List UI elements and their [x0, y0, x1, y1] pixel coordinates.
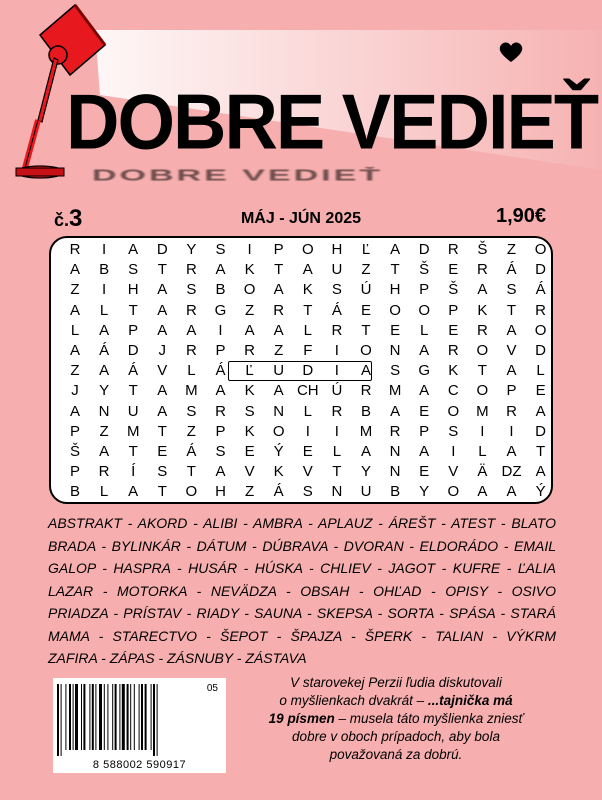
barcode-bar — [112, 684, 113, 750]
grid-cell: O — [243, 281, 256, 299]
grid-cell: M — [476, 402, 489, 420]
grid-cell: V — [506, 342, 517, 359]
grid-cell: T — [390, 261, 400, 279]
barcode-bar — [65, 684, 66, 750]
barcode-bar — [73, 684, 74, 750]
grid-cell: Ä — [477, 463, 488, 481]
grid-cell: I — [334, 362, 339, 380]
grid-cell: A — [419, 443, 430, 460]
grid-cell: A — [273, 281, 284, 299]
barcode-bar — [61, 684, 62, 756]
grid-cell: C — [447, 382, 459, 400]
grid-cell: P — [419, 422, 430, 440]
grid-cell: T — [157, 261, 167, 279]
grid-cell: Á — [215, 362, 226, 380]
grid-cell: P — [448, 301, 459, 319]
grid-cell: T — [332, 463, 342, 481]
grid-cell: R — [331, 321, 343, 339]
barcode-bar — [107, 684, 108, 750]
grid-cell: J — [158, 342, 167, 359]
grid-cell: Á — [506, 261, 517, 279]
grid-cell: R — [98, 463, 110, 481]
grid-cell: J — [71, 382, 79, 400]
grid-cell: S — [215, 241, 226, 258]
word-list-line: LAZAR - MOTORKA - NEVÄDZA - OBSAH - OHĽAD - OPISY - OSIVO — [48, 582, 556, 599]
grid-cell: Á — [273, 483, 284, 501]
grid-cell: E — [448, 321, 459, 339]
grid-cell: U — [360, 483, 372, 501]
grid-cell: A — [273, 382, 284, 400]
grid-cell: L — [303, 402, 312, 420]
barcode-bar — [130, 684, 131, 750]
grid-cell: A — [273, 321, 284, 339]
grid-cell: N — [273, 402, 285, 420]
grid-cell: K — [477, 301, 488, 319]
word-list-line: BRADA - BYLINKÁR - DÁTUM - DÚBRAVA - DVORAN - ELDORÁDO - EMAIL — [48, 537, 556, 554]
barcode-number: 8 588002 590917 — [92, 759, 187, 771]
grid-cell: S — [215, 443, 226, 460]
grid-cell: A — [99, 321, 110, 339]
grid-cell: Z — [99, 422, 109, 440]
grid-cell: O — [360, 342, 372, 359]
grid-cell: O — [418, 301, 431, 319]
clue-line: považovaná za dobrú. — [329, 747, 463, 762]
grid-cell: A — [157, 402, 168, 420]
grid-cell: A — [69, 402, 80, 420]
grid-cell: R — [476, 321, 488, 339]
grid-cell: Z — [361, 261, 371, 279]
grid-cell: O — [447, 483, 460, 501]
barcode-bar — [151, 684, 152, 750]
grid-cell: Z — [70, 281, 80, 299]
grid-cell: K — [244, 261, 255, 279]
barcode-bar — [75, 684, 78, 750]
grid-cell: A — [390, 402, 401, 420]
issue-prefix: č. — [54, 210, 70, 230]
grid-cell: B — [360, 402, 371, 420]
grid-cell: A — [535, 402, 546, 420]
grid-cell: V — [302, 463, 313, 481]
barcode-bar — [57, 684, 59, 756]
grid-cell: U — [273, 362, 285, 380]
grid-cell: A — [506, 321, 517, 339]
grid-cell: P — [215, 342, 226, 359]
grid-cell: A — [157, 301, 168, 319]
barcode-bar — [81, 684, 82, 750]
grid-cell: E — [244, 443, 255, 460]
grid-cell: Á — [535, 281, 546, 299]
grid-cell: N — [389, 463, 401, 481]
grid-cell: K — [448, 362, 459, 380]
grid-cell: S — [331, 281, 342, 299]
grid-cell: S — [128, 261, 139, 279]
clue-line — [240, 710, 552, 728]
grid-cell: K — [273, 463, 284, 481]
clue-bold: 19 písmen — [268, 711, 335, 726]
grid-cell: A — [360, 362, 371, 380]
grid-cell: M — [126, 422, 140, 440]
grid-cell: A — [215, 261, 226, 279]
word-list-line: PRIADZA - PRÍSTAV - RIADY - SAUNA - SKEPSA - SORTA - SPÁSA - STARÁ — [48, 605, 556, 621]
grid-cell: Y — [419, 483, 430, 501]
grid-cell: N — [389, 443, 401, 460]
grid-cell: O — [476, 342, 489, 359]
grid-cell: O — [389, 301, 401, 319]
grid-cell: O — [447, 402, 460, 420]
grid-cell: E — [390, 321, 401, 339]
barcode-bar — [115, 684, 117, 750]
grid-cell: Ľ — [361, 241, 371, 258]
grid-cell: O — [534, 321, 547, 339]
grid-cell: S — [506, 281, 517, 299]
grid-cell: P — [506, 382, 517, 400]
puzzle-clue — [240, 674, 552, 764]
grid-cell: T — [157, 422, 167, 440]
grid-cell: Z — [506, 241, 517, 258]
grid-cell: Z — [186, 422, 196, 440]
grid-cell: T — [361, 321, 371, 339]
grid-cell: Š — [448, 281, 459, 299]
grid-cell: D — [302, 362, 314, 380]
clue-bold: ...tajnička má — [427, 693, 513, 708]
grid-cell: D — [156, 241, 168, 258]
grid-cell: A — [535, 463, 546, 481]
barcode-bar — [89, 684, 90, 750]
grid-cell: V — [448, 463, 459, 481]
grid-cell: Z — [245, 483, 255, 501]
grid-cell: E — [419, 402, 430, 420]
grid-cell: A — [157, 321, 168, 339]
barcode-bar — [83, 684, 85, 750]
grid-cell: S — [390, 362, 401, 380]
barcode-bar — [99, 684, 102, 750]
grid-cell: Ý — [535, 483, 546, 501]
issue-value: 3 — [69, 205, 83, 232]
grid-cell: I — [480, 422, 485, 440]
grid-cell: T — [157, 483, 167, 501]
grid-cell: S — [157, 463, 168, 481]
grid-cell: A — [128, 241, 139, 258]
grid-cell: U — [127, 402, 139, 420]
grid-cell: I — [102, 281, 107, 299]
grid-cell: V — [157, 362, 168, 380]
grid-cell: Á — [128, 362, 139, 380]
grid-cell: V — [244, 463, 255, 481]
grid-cell: Ú — [331, 382, 343, 400]
grid-cell: Ú — [360, 281, 372, 299]
grid-cell: Y — [360, 463, 371, 481]
grid-cell: Z — [245, 301, 255, 319]
clue-line — [240, 692, 552, 710]
grid-cell: T — [536, 443, 546, 460]
grid-cell: A — [506, 362, 517, 380]
grid-cell: A — [157, 281, 168, 299]
grid-cell: B — [215, 281, 226, 299]
grid-cell: I — [218, 321, 223, 339]
grid-cell: P — [273, 241, 284, 258]
barcode — [53, 678, 226, 773]
grid-cell: P — [128, 321, 139, 339]
grid-cell: O — [185, 483, 198, 501]
grid-cell: Y — [186, 241, 197, 258]
grid-cell: G — [214, 301, 227, 319]
word-list — [48, 512, 556, 670]
grid-cell: Y — [99, 382, 110, 400]
grid-cell: T — [128, 301, 138, 319]
grid-cell: B — [390, 483, 401, 501]
grid-cell: D — [418, 241, 430, 258]
word-list-line: ABSTRAKT - AKORD - ALIBI - AMBRA - APLAUZ - ÁREŠT - ATEST - BLATO — [48, 515, 556, 531]
word-list-line: ZAFIRA - ZÁPAS - ZÁSNUBY - ZÁSTAVA — [48, 650, 307, 666]
grid-cell: A — [69, 261, 80, 279]
grid-cell: L — [478, 443, 487, 460]
grid-cell: R — [506, 402, 517, 420]
grid-cell: Z — [70, 362, 80, 380]
grid-cell: A — [99, 362, 110, 380]
grid-cell: E — [419, 463, 430, 481]
grid-cell: H — [215, 483, 226, 501]
title-reflection: DOBRE VEDIEŤ — [92, 167, 384, 185]
grid-cell: I — [334, 342, 339, 359]
grid-cell: R — [331, 402, 343, 420]
grid-cell: T — [303, 301, 313, 319]
grid-cell: K — [302, 281, 313, 299]
grid-cell: R — [185, 261, 197, 279]
clue-text: – musela táto myšlienka zniesť — [334, 711, 524, 726]
grid-cell: I — [334, 422, 339, 440]
grid-cell: N — [389, 342, 401, 359]
grid-cell: DZ — [501, 463, 522, 481]
grid-cell: R — [244, 342, 256, 359]
grid-cell: E — [448, 261, 459, 279]
highlighted-word-box — [228, 361, 372, 381]
barcode-bar — [92, 684, 94, 750]
grid-cell: S — [186, 281, 197, 299]
grid-cell: Z — [274, 342, 284, 359]
grid-cell: Ľ — [245, 362, 254, 380]
grid-cell: D — [127, 342, 139, 359]
barcode-issue-code: 05 — [206, 683, 218, 694]
grid-cell: R — [273, 301, 285, 319]
grid-cell: D — [535, 422, 547, 440]
word-list-line: GALOP - HASPRA - HUSÁR - HÚSKA - CHLIEV - JAGOT - KUFRE - ĽALIA — [48, 560, 556, 576]
grid-cell: R — [360, 382, 372, 400]
grid-cell: A — [186, 321, 197, 339]
grid-cell: Š — [69, 443, 80, 460]
grid-cell: R — [185, 342, 197, 359]
grid-cell: A — [215, 382, 226, 400]
grid-cell: Š — [477, 241, 488, 258]
grid-cell: S — [448, 422, 459, 440]
grid-cell: N — [331, 483, 343, 501]
grid-cell: R — [447, 342, 459, 359]
grid-cell: O — [301, 241, 314, 258]
barcode-bar — [104, 684, 105, 750]
grid-cell: A — [215, 463, 226, 481]
grid-cell: Á — [99, 342, 110, 359]
grid-cell: T — [186, 463, 196, 481]
barcode-bar — [139, 684, 140, 750]
grid-cell: H — [127, 281, 139, 299]
grid-cell: L — [187, 362, 196, 380]
grid-cell: A — [477, 281, 488, 299]
grid-cell: A — [69, 301, 80, 319]
grid-cell: A — [360, 443, 371, 460]
grid-cell: L — [99, 301, 109, 319]
barcode-bar — [153, 684, 155, 756]
grid-cell: T — [274, 261, 284, 279]
clue-line: V starovekej Perzii ľudia diskutovali — [290, 675, 502, 690]
grid-cell: A — [419, 342, 430, 359]
grid-cell: R — [535, 301, 547, 319]
grid-cell: H — [331, 241, 343, 258]
grid-cell: S — [244, 402, 255, 420]
grid-cell: M — [359, 422, 373, 440]
barcode-bar — [134, 684, 135, 750]
issue-date: MÁJ - JÚN 2025 — [240, 210, 362, 227]
grid-cell: D — [535, 261, 547, 279]
word-list-line: MAMA - STARECTVO - ŠEPOT - ŠPAJZA - ŠPERK - TALIAN - VÝKRM — [48, 627, 556, 644]
grid-cell: I — [451, 443, 456, 460]
grid-cell: R — [389, 422, 401, 440]
grid-cell: A — [506, 483, 517, 501]
barcode-bar — [122, 684, 125, 750]
grid-cell: E — [302, 443, 313, 460]
grid-cell: L — [332, 443, 342, 460]
grid-cell: K — [244, 382, 255, 400]
grid-cell: Š — [419, 261, 430, 279]
grid-cell: A — [302, 261, 313, 279]
grid-cell: D — [535, 342, 547, 359]
barcode-bar — [119, 684, 120, 750]
grid-cell: T — [128, 443, 138, 460]
grid-cell: A — [128, 483, 139, 501]
barcode-bar — [141, 684, 143, 750]
grid-cell: A — [506, 443, 517, 460]
grid-cell: L — [536, 362, 545, 380]
heart-icon — [498, 40, 524, 64]
grid-cell: Ý — [273, 443, 284, 460]
grid-cell: A — [99, 443, 110, 460]
grid-cell: H — [389, 281, 401, 299]
grid-cell: L — [420, 321, 429, 339]
grid-cell: T — [506, 301, 517, 319]
grid-cell: P — [419, 281, 430, 299]
grid-cell: N — [98, 402, 110, 420]
clue-text: o myšlienkach dvakrát – — [279, 693, 428, 708]
grid-cell: M — [185, 382, 198, 400]
grid-cell: O — [534, 241, 547, 258]
grid-cell: A — [390, 241, 401, 258]
price: 1,90€ — [496, 205, 547, 227]
grid-cell: A — [244, 321, 255, 339]
grid-cell: A — [69, 342, 80, 359]
barcode-bar — [145, 684, 147, 750]
barcode-bar — [69, 684, 71, 750]
grid-cell: S — [186, 402, 197, 420]
grid-cell: L — [303, 321, 312, 339]
grid-cell: I — [247, 241, 252, 258]
barcode-bar — [95, 684, 96, 750]
grid-cell: Í — [131, 463, 136, 481]
grid-cell: L — [70, 321, 80, 339]
grid-cell: G — [418, 362, 431, 380]
grid-cell: P — [69, 463, 80, 481]
grid-cell: I — [305, 422, 310, 440]
barcode-bar — [127, 684, 129, 750]
grid-cell: A — [419, 382, 430, 400]
grid-cell: E — [535, 382, 546, 400]
grid-cell: M — [388, 382, 402, 400]
grid-cell: R — [476, 261, 488, 279]
grid-cell: S — [302, 483, 313, 501]
grid-cell: O — [272, 422, 285, 440]
grid-cell: B — [99, 261, 110, 279]
grid-cell: T — [477, 362, 487, 380]
grid-cell: K — [244, 422, 255, 440]
grid-cell: P — [69, 422, 80, 440]
grid-cell: L — [99, 483, 109, 501]
grid-cell: U — [331, 261, 343, 279]
grid-cell: A — [477, 483, 488, 501]
grid-cell: CH — [296, 382, 319, 400]
grid-cell: I — [102, 241, 107, 258]
grid-cell: T — [128, 382, 138, 400]
grid-cell: O — [476, 382, 489, 400]
grid-cell: R — [215, 402, 226, 420]
grid-cell: A — [157, 382, 168, 400]
grid-cell: R — [185, 301, 197, 319]
grid-cell: F — [303, 342, 313, 359]
grid-cell: R — [447, 241, 459, 258]
grid-cell: I — [509, 422, 514, 440]
grid-cell: R — [69, 241, 81, 258]
grid-cell: E — [157, 443, 168, 460]
grid-cell: P — [215, 422, 226, 440]
grid-cell: E — [360, 301, 371, 319]
barcode-bar — [157, 684, 158, 756]
magazine-title: DOBRE VEDIEŤ — [66, 77, 598, 166]
grid-cell: Á — [186, 443, 197, 460]
barcode-icon — [57, 684, 182, 756]
grid-cell: Á — [331, 301, 342, 319]
grid-cell: B — [69, 483, 80, 501]
clue-line: dobre v oboch prípadoch, aby bola — [292, 729, 500, 744]
